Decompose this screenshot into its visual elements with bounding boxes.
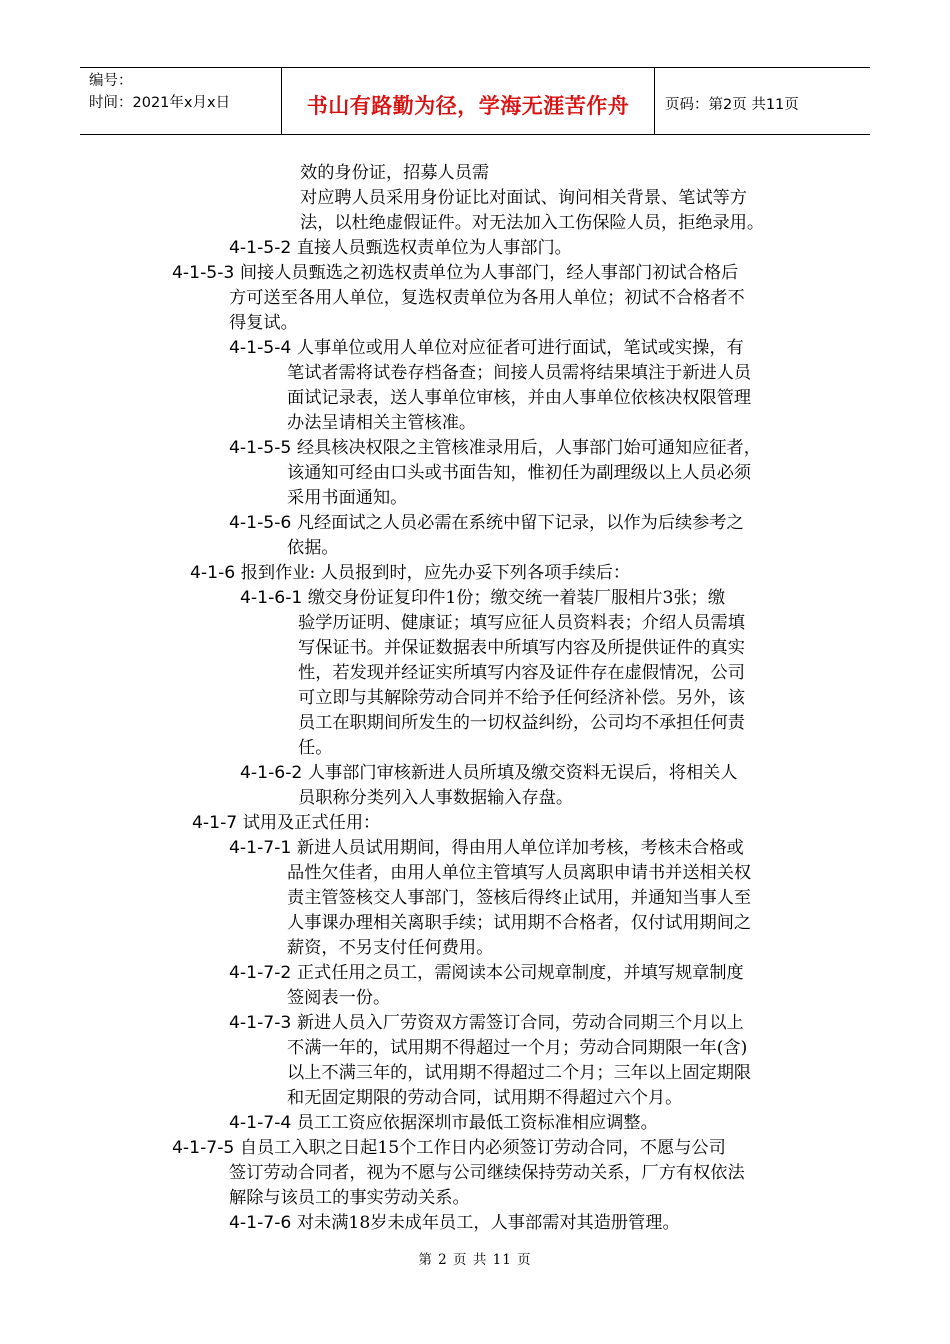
- clause-number: 4-1-7-1: [229, 838, 292, 858]
- clause-number: 4-1-7-6: [229, 1213, 292, 1233]
- paragraph-line: [300, 211, 764, 236]
- clause-text: 直接人员甄选权责单位为人事部门。: [296, 238, 572, 258]
- clause-text: 对应聘人员采用身份证比对面试、询问相关背景、笔试等方: [300, 188, 747, 208]
- clause-text: 新进人员试用期间，得由用人单位详加考核，考核未合格或: [296, 838, 744, 858]
- paragraph-line: [229, 1186, 470, 1211]
- paragraph-line: [229, 961, 744, 986]
- paragraph-line: [287, 861, 751, 886]
- paragraph-line: [287, 1036, 747, 1061]
- clause-text: 经具核决权限之主管核准录用后，人事部门始可通知应征者，: [296, 438, 761, 458]
- clause-text: 签阅表一份。: [287, 988, 391, 1008]
- paragraph-line: [287, 461, 751, 486]
- clause-text: 人事单位或用人单位对应征者可进行面试，笔试或实操，有: [296, 338, 744, 358]
- paragraph-line: [298, 736, 332, 761]
- header-page-label: 页码：第2页 共11页: [665, 97, 799, 113]
- clause-text: 任。: [298, 738, 333, 758]
- clause-text: 试用及正式任用：: [242, 813, 381, 833]
- paragraph-line: [172, 1136, 726, 1161]
- clause-text: 人事课办理相关离职手续；试用期不合格者，仅付试用期间之: [287, 913, 752, 933]
- paragraph-line: [229, 1211, 680, 1236]
- header-info-cell: [80, 68, 282, 134]
- paragraph-line: [287, 886, 751, 911]
- paragraph-line: [298, 786, 573, 811]
- clause-text: 新进人员入厂劳资双方需签订合同，劳动合同期三个月以上: [296, 1013, 744, 1033]
- clause-number: 4-1-7-5: [172, 1138, 235, 1158]
- paragraph-line: [229, 336, 744, 361]
- paragraph-line: [190, 561, 630, 586]
- paragraph-line: [287, 411, 476, 436]
- clause-text: 写保证书。并保证数据表中所填写内容及所提供证件的真实: [298, 638, 745, 658]
- clause-text: 正式任用之员工，需阅读本公司规章制度，并填写规章制度: [296, 963, 744, 983]
- document-date-label: 时间：2021年x月x日: [89, 95, 231, 111]
- clause-text: 责主管签核交人事部门，签核后得终止试用，并通知当事人至: [287, 888, 752, 908]
- paragraph-line: [229, 1111, 658, 1136]
- paragraph-line: [229, 1161, 745, 1186]
- clause-text: 薪资，不另支付任何费用。: [287, 938, 494, 958]
- clause-text: 报到作业: 人员报到时，应先办妥下列各项手续后：: [240, 563, 631, 583]
- clause-text: 对未满18岁未成年员工，人事部需对其造册管理。: [296, 1213, 680, 1233]
- paragraph-line: [229, 1011, 744, 1036]
- paragraph-line: [298, 686, 745, 711]
- paragraph-line: [300, 161, 489, 186]
- paragraph-line: [287, 1086, 682, 1111]
- clause-number: 4-1-7: [192, 813, 238, 833]
- clause-number: 4-1-7-2: [229, 963, 292, 983]
- clause-number: 4-1-5-4: [229, 338, 292, 358]
- clause-text: 面试记录表，送人事单位审核，并由人事单位依核决权限管理: [287, 388, 752, 408]
- paragraph-line: [298, 636, 745, 661]
- clause-number: 4-1-6-2: [240, 763, 303, 783]
- clause-number: 4-1-7-4: [229, 1113, 292, 1133]
- clause-text: 员工工资应依据深圳市最低工资标准相应调整。: [296, 1113, 658, 1133]
- paragraph-line: [229, 286, 745, 311]
- clause-text: 缴交身份证复印件1份；缴交统一着装厂服相片3张；缴: [307, 588, 726, 608]
- clause-text: 和无固定期限的劳动合同，试用期不得超过六个月。: [287, 1088, 683, 1108]
- paragraph-line: [287, 536, 339, 561]
- clause-text: 员工在职期间所发生的一切权益纠纷，公司均不承担任何责: [298, 713, 745, 733]
- clause-number: 4-1-6-1: [240, 588, 303, 608]
- header-page-cell: [655, 68, 870, 134]
- clause-text: 不满一年的，试用期不得超过一个月；劳动合同期限一年(含): [287, 1038, 748, 1058]
- paragraph-line: [172, 261, 738, 286]
- paragraph-line: [287, 386, 751, 411]
- paragraph-line: [240, 761, 738, 786]
- clause-text: 品性欠佳者，由用人单位主管填写人员离职申请书并送相关权: [287, 863, 752, 883]
- clause-text: 人事部门审核新进人员所填及缴交资料无误后，将相关人: [307, 763, 738, 783]
- paragraph-line: [287, 936, 493, 961]
- paragraph-line: [229, 511, 744, 536]
- clause-number: 4-1-5-3: [172, 263, 235, 283]
- clause-number: 4-1-6: [190, 563, 236, 583]
- clause-text: 依据。: [287, 538, 339, 558]
- paragraph-line: [229, 436, 761, 461]
- clause-text: 自员工入职之日起15个工作日内必须签订劳动合同，不愿与公司: [239, 1138, 726, 1158]
- paragraph-line: [287, 1061, 751, 1086]
- clause-text: 以上不满三年的，试用期不得超过二个月；三年以上固定期限: [287, 1063, 752, 1083]
- page-footer: 第 2 页 共 11 页: [418, 1252, 532, 1268]
- header-motto: 书山有路勤为径，学海无涯苦作舟: [306, 94, 630, 118]
- paragraph-line: [298, 661, 745, 686]
- clause-text: 办法呈请相关主管核准。: [287, 413, 477, 433]
- paragraph-line: [229, 236, 572, 261]
- paragraph-line: [298, 611, 745, 636]
- clause-text: 法，以杜绝虚假证件。对无法加入工伤保险人员，拒绝录用。: [300, 213, 765, 233]
- clause-text: 员职称分类列入人事数据输入存盘。: [298, 788, 574, 808]
- clause-text: 解除与该员工的事实劳动关系。: [229, 1188, 470, 1208]
- clause-number: 4-1-5-5: [229, 438, 292, 458]
- paragraph-line: [298, 711, 745, 736]
- document-number-label: 编号：: [89, 73, 133, 89]
- clause-text: 效的身份证，招募人员需: [300, 163, 490, 183]
- paragraph-line: [192, 811, 380, 836]
- clause-text: 可立即与其解除劳动合同并不给予任何经济补偿。另外，该: [298, 688, 745, 708]
- paragraph-line: [229, 311, 298, 336]
- clause-number: 4-1-5-2: [229, 238, 292, 258]
- clause-text: 签订劳动合同者，视为不愿与公司继续保持劳动关系，厂方有权依法: [229, 1163, 745, 1183]
- clause-number: 4-1-5-6: [229, 513, 292, 533]
- clause-text: 采用书面通知。: [287, 488, 408, 508]
- page-header: [80, 67, 870, 135]
- paragraph-line: [287, 486, 407, 511]
- paragraph-line: [287, 911, 751, 936]
- clause-text: 该通知可经由口头或书面告知，惟初任为副理级以上人员必须: [287, 463, 752, 483]
- clause-text: 间接人员甄选之初选权责单位为人事部门，经人事部门初试合格后: [239, 263, 739, 283]
- clause-text: 凡经面试之人员必需在系统中留下记录，以作为后续参考之: [296, 513, 744, 533]
- clause-text: 验学历证明、健康证；填写应征人员资料表；介绍人员需填: [298, 613, 745, 633]
- clause-text: 性，若发现并经证实所填写内容及证件存在虚假情况，公司: [298, 663, 745, 683]
- clause-text: 方可送至各用人单位，复选权责单位为各用人单位；初试不合格者不: [229, 288, 745, 308]
- clause-number: 4-1-7-3: [229, 1013, 292, 1033]
- paragraph-line: [240, 586, 725, 611]
- header-motto-cell: [282, 68, 655, 134]
- paragraph-line: [229, 836, 744, 861]
- paragraph-line: [287, 361, 751, 386]
- paragraph-line: [300, 186, 747, 211]
- paragraph-line: [287, 986, 390, 1011]
- clause-text: 笔试者需将试卷存档备查；间接人员需将结果填注于新进人员: [287, 363, 752, 383]
- clause-text: 得复试。: [229, 313, 298, 333]
